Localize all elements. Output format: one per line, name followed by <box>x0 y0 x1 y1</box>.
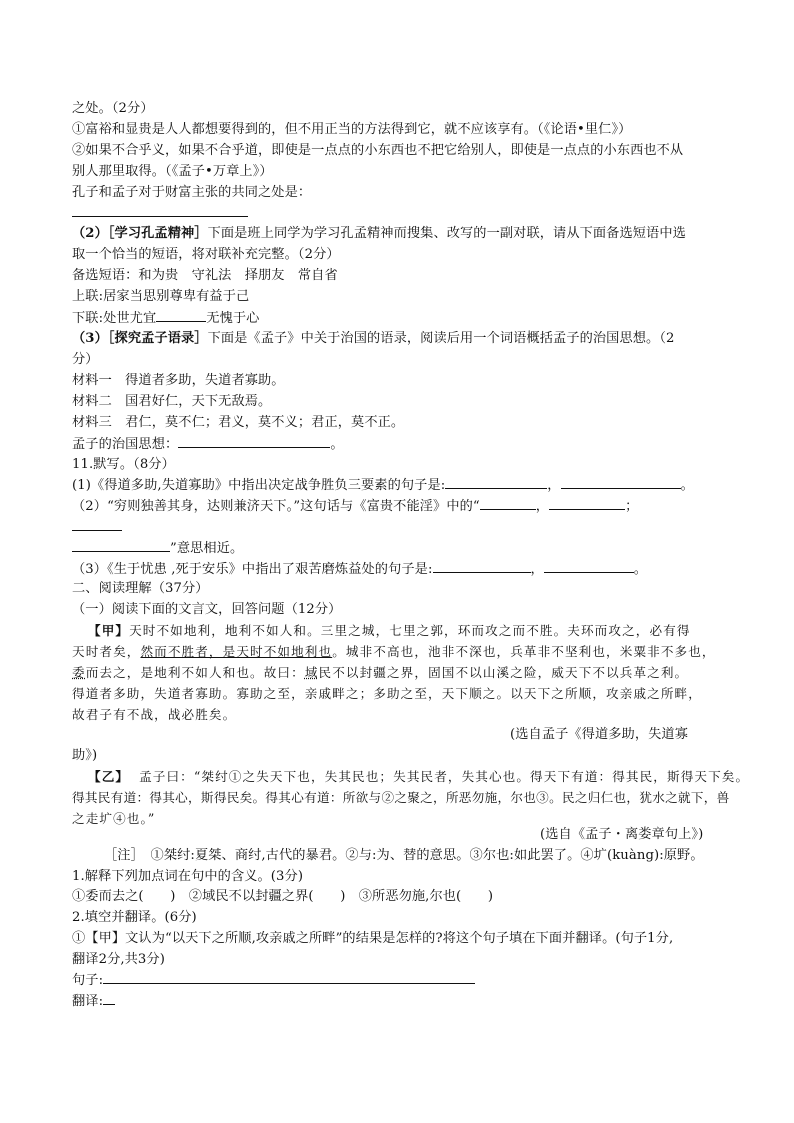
dictation-2-end-text: ”意思相近。 <box>170 541 244 556</box>
couplet-blank[interactable] <box>156 307 206 322</box>
underlined-sentence: 然而不胜者，是天时不如地利也 <box>140 644 333 659</box>
material-3: 材料三 君仁，莫不仁；君义，莫不义；君正，莫不正。 <box>72 415 405 430</box>
passage-text: 天时者矣， <box>72 644 141 659</box>
question-3 <box>72 328 722 349</box>
quote-mengzi-2: 别人那里取得。（《孟子•万章上》） <box>72 164 273 179</box>
governance-end: 。 <box>330 437 344 452</box>
passage-text: 天时不如地利，地利不如人和。三里之城，七里之郭，环而攻之而不胜。夫环而攻之，必有得 <box>129 623 691 638</box>
dictation-2-text: （2）“穷则独善其身，达则兼济天下。”这句话与《富贵不能淫》中的“ <box>72 499 480 514</box>
material-1: 材料一 得道者多助，失道者寡助。 <box>72 373 285 388</box>
passage-text: 而去之，是地利不如人和也。故曰： <box>85 665 305 680</box>
comma: ， <box>547 478 561 493</box>
notes: ［注］ ①桀纣:夏桀、商纣,古代的暴君。②与:为、替的意思。③尔也:如此罢了。④圹(kuàng):原野。 <box>104 848 704 863</box>
question-2-cont: 取一个恰当的短语，将对联补充完整。（2分） <box>72 247 340 262</box>
period: 。 <box>633 562 648 577</box>
passage-text: 。城非不高也，池非不深也，兵革非不坚利也，米粟非不多也， <box>332 644 716 659</box>
comma: ， <box>530 562 544 577</box>
source-jia-cont: 助》) <box>72 748 98 763</box>
dotted-word: 域 <box>304 665 319 680</box>
material-2: 材料二 国君好仁，天下无敌焉。 <box>72 394 272 409</box>
dictation-1-blank-a[interactable] <box>445 474 547 489</box>
translation-label: 翻译: <box>72 994 104 1009</box>
passage-jia-5: 故君子有不战，战必胜矣。 <box>72 707 237 722</box>
dictation-2-end <box>72 537 722 559</box>
couplet-lower-start: 下联:处世尤宜 <box>72 311 157 326</box>
comma: ， <box>535 499 550 514</box>
dotted-word: 委 <box>72 665 86 680</box>
section-heading: 二、阅读理解（37分） <box>72 581 209 596</box>
question-2-heading: 2.填空并翻译。(6分) <box>72 910 197 925</box>
translation-blank[interactable] <box>103 990 115 1005</box>
passage-yi-1 <box>88 766 750 787</box>
sentence-answer <box>72 969 722 991</box>
passage-yi-2: 得其民有道：得其心，斯得民矣。得其心有道：所欲与②之聚之，所恶勿施，尔也③。民之归仁也，犹水之就下，兽 <box>72 790 730 805</box>
passage-jia-1 <box>88 620 738 641</box>
translation-answer <box>72 990 722 1012</box>
dictation-1-blank-b[interactable] <box>561 474 681 489</box>
subsection-heading: （一）阅读下面的文言文，回答问题（12分） <box>72 602 342 617</box>
couplet-lower-end: 无愧于心 <box>206 311 260 326</box>
passage-yi-3: 之走圹④也。” <box>72 811 156 826</box>
dictation-3-text: （3）《生于忧患 ,死于安乐》中指出了艰苦磨炼益处的句子是: <box>72 562 433 577</box>
question-2-prompt: ①【甲】文认为“以天下之所顺,攻亲戚之所畔”的结果是怎样的?将这个句子填在下面并翻译。(句子1分, <box>72 931 674 946</box>
governance-label: 孟子的治国思想： <box>72 437 179 452</box>
semicolon: ； <box>625 499 639 514</box>
source-yi: (选自《孟子・离娄章句上》) <box>540 827 704 842</box>
question-2-tag: （2）［学习孔孟精神］ <box>72 226 208 241</box>
passage-text: 孟子曰：“桀纣①之失天下也，失其民也；失其民者，失其心也。得天下有道：得其民，斯得天下矣。 <box>139 769 750 784</box>
dictation-2-blank-line[interactable] <box>72 516 722 538</box>
passage-jia-4: 得道者多助，失道者寡助。寡助之至，亲戚畔之；多助之至，天下顺之。以天下之所顺，攻亲戚之所畔， <box>72 686 702 701</box>
question-3-tag: （3）［探究孟子语录］ <box>72 331 208 346</box>
dictation-2-blank-c[interactable] <box>72 537 170 552</box>
dictation-1 <box>72 474 722 496</box>
dictation-3-blank-a[interactable] <box>433 558 531 573</box>
passage-text: 民不以封疆之界，固国不以山溪之险，威天下不以兵革之利。 <box>318 665 689 680</box>
quote-lunyu: ①富裕和显贵是人人都想要得到的，但不用正当的方法得到它，就不应该享有。（《论语•里仁》） <box>72 122 632 137</box>
sentence-label: 句子: <box>72 973 104 988</box>
question-2-score: 翻译2分,共3分) <box>72 952 165 967</box>
question-1: 1.解释下列加点词在句中的含义。(3分) <box>72 869 304 884</box>
dictation-2-blank-a[interactable] <box>480 495 536 510</box>
answer-line[interactable] <box>72 202 722 224</box>
question-2-text: 下面是班上同学为学习孔孟精神而搜集、改写的一副对联，请从下面备选短语中选 <box>207 226 686 241</box>
dictation-heading: 11.默写。（8分） <box>72 457 175 472</box>
question-3-cont: 分） <box>72 352 99 367</box>
period: 。 <box>680 478 694 493</box>
passage-yi-tag: 【乙】 <box>88 769 130 784</box>
dictation-1-text: (1)《得道多助,失道寡助》中指出决定战争胜负三要素的句子是: <box>72 478 446 493</box>
passage-jia-2 <box>72 641 722 662</box>
source-jia: (选自孟子《得道多助，失道寡 <box>510 727 688 742</box>
dictation-3 <box>72 558 722 580</box>
passage-jia-3 <box>72 662 722 683</box>
question-1-items: ①委而去之( ) ②域民不以封疆之界( ) ③所恶勿施,尔也( ) <box>72 889 494 904</box>
governance-answer <box>72 433 722 455</box>
governance-blank[interactable] <box>178 433 330 448</box>
dictation-3-blank-b[interactable] <box>544 558 634 573</box>
question-3-text: 下面是《孟子》中关于治国的语录，阅读后用一个词语概括孟子的治国思想。（2 <box>207 331 675 346</box>
question-2 <box>72 223 722 244</box>
dictation-2 <box>72 495 722 517</box>
question-prompt: 孔子和孟子对于财富主张的共同之处是： <box>72 185 312 200</box>
dictation-2-blank-b[interactable] <box>549 495 625 510</box>
quote-mengzi-1: ②如果不合乎义，如果不合乎道，即使是一点点的小东西也不把它给别人，即使是一点点的小东西也不从 <box>72 143 684 158</box>
question-text: 之处。（2分） <box>72 101 154 116</box>
couplet-lower <box>72 307 722 329</box>
sentence-blank[interactable] <box>103 969 475 984</box>
phrase-options: 备选短语：和为贵 守礼法 择朋友 常自省 <box>72 268 338 283</box>
passage-jia-tag: 【甲】 <box>88 623 130 638</box>
couplet-upper: 上联:居家当思别尊卑有益于己 <box>72 289 250 304</box>
